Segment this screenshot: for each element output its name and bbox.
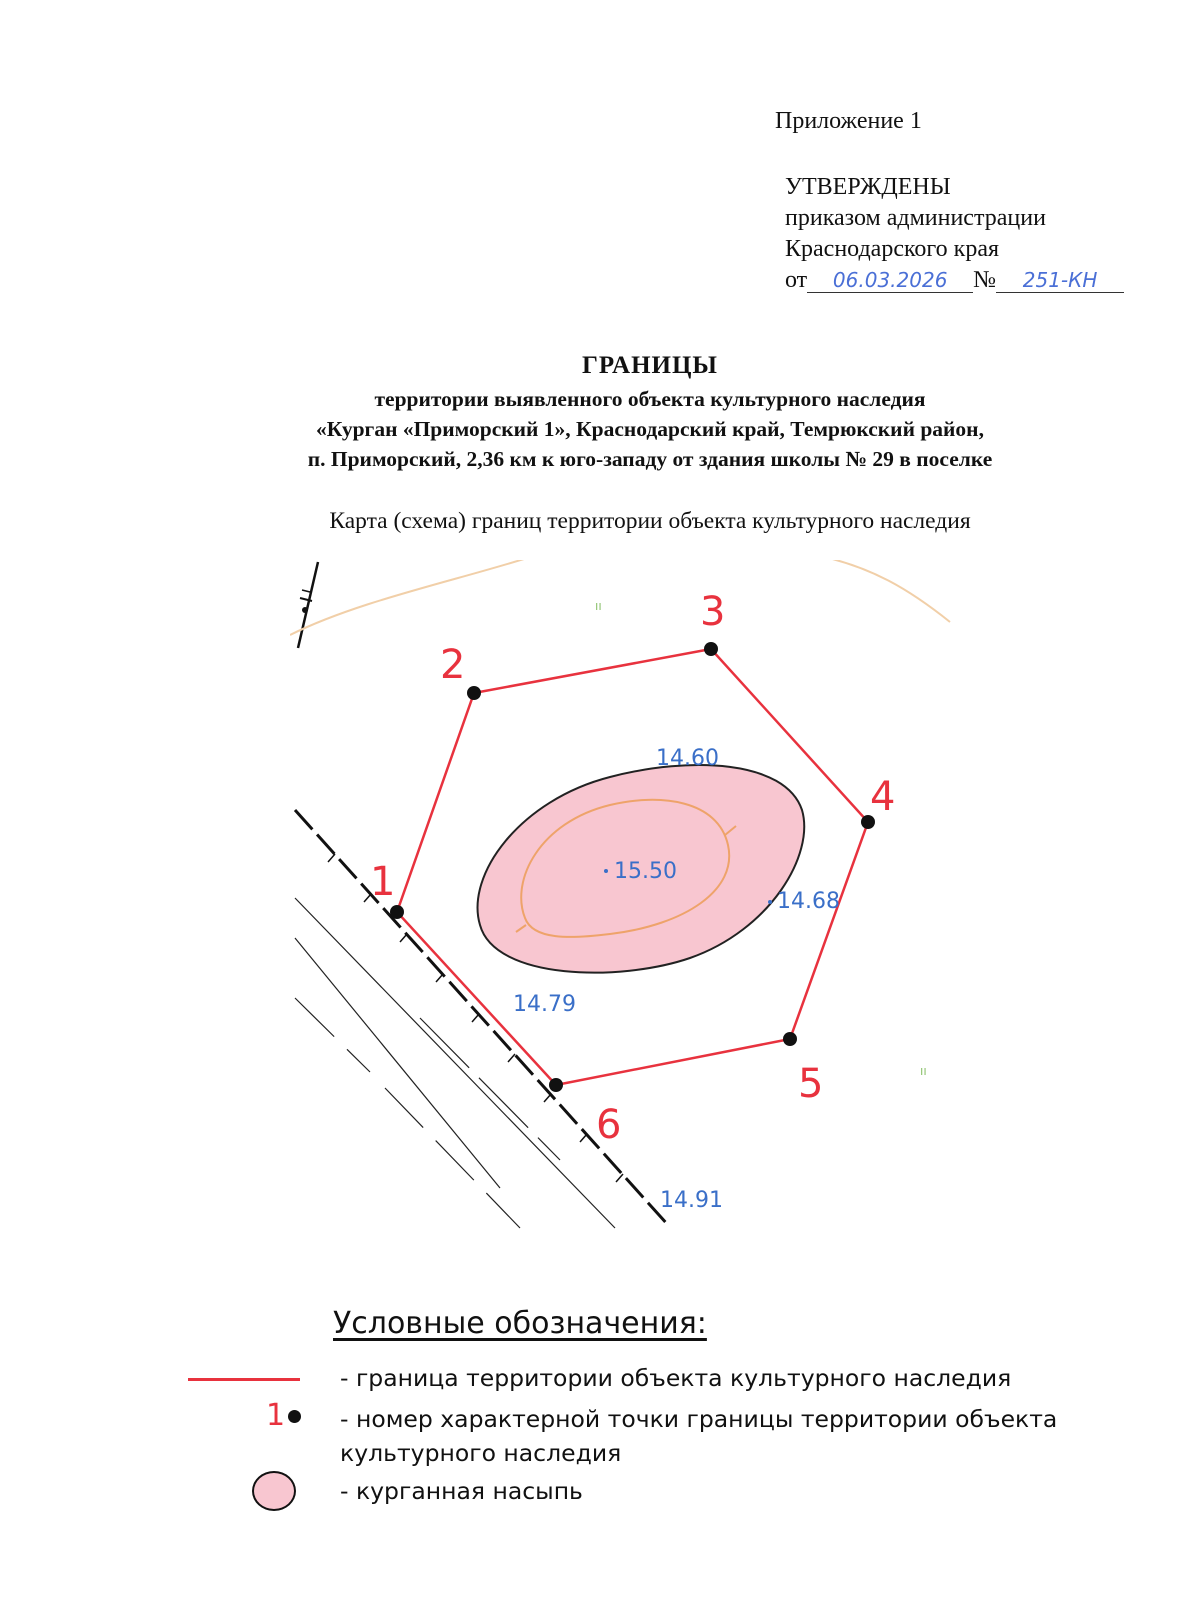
point-label-4: 4 — [870, 774, 896, 820]
elevation-label: 14.91 — [660, 1188, 723, 1213]
legend-title: Условные обозначения: — [333, 1306, 707, 1341]
title-line-3: п. Приморский, 2,36 км к юго-западу от здания школы № 29 в поселке — [307, 447, 993, 471]
approval-date-row — [785, 265, 1124, 296]
number-prefix: № — [973, 267, 997, 293]
point-label-1: 1 — [370, 859, 396, 905]
boundary-point-icon — [288, 1410, 301, 1423]
grass-marker: ıı — [920, 1064, 927, 1078]
boundary-point-icon — [704, 642, 718, 656]
boundary-point-icon — [549, 1078, 563, 1092]
terrain-line-left — [290, 560, 540, 635]
elevation-label: 15.50 — [614, 859, 677, 884]
handwritten-date: 06.03.2026 — [807, 268, 973, 293]
elevation-label: 14.79 — [513, 992, 576, 1017]
point-label-5: 5 — [798, 1061, 824, 1107]
date-prefix: от — [785, 267, 808, 293]
approval-line-1: приказом администрации — [785, 205, 1046, 231]
elevation-dot — [768, 900, 772, 904]
legend-mound-text: - курганная насыпь — [340, 1477, 583, 1505]
document-title: ГРАНИЦЫ — [582, 352, 718, 379]
map-caption: Карта (схема) границ территории объекта культурного наследия — [329, 508, 971, 534]
boundary-point-icon — [467, 686, 481, 700]
approval-title: УТВЕРЖДЕНЫ — [785, 174, 951, 200]
elevation-label: 14.68 — [777, 889, 840, 914]
point-label-6: 6 — [596, 1102, 622, 1148]
elevation-dot — [604, 869, 608, 873]
boundary-map — [290, 560, 990, 1260]
handwritten-number: 251-КН — [996, 268, 1124, 293]
elevation-label: 14.60 — [656, 746, 719, 771]
legend-boundary-text: - граница территории объекта культурного наследия — [340, 1364, 1012, 1392]
title-line-1: территории выявленного объекта культурного наследия — [374, 387, 926, 411]
legend-point-text: - номер характерной точки границы территории объекта культурного наследия — [340, 1405, 1058, 1467]
approval-line-2: Краснодарского края — [785, 236, 1000, 262]
boundary-point-icon — [390, 905, 404, 919]
legend-mound-swatch — [252, 1471, 296, 1511]
approval-stamp — [785, 172, 1124, 296]
point-label-2: 2 — [440, 642, 466, 688]
grass-marker: ıı — [595, 599, 602, 613]
appendix-label: Приложение 1 — [775, 108, 922, 134]
title-line-2: «Курган «Приморский 1», Краснодарский край, Темрюкский район, — [316, 417, 984, 441]
point-label-3: 3 — [700, 589, 726, 635]
terrain-line-right — [810, 560, 950, 622]
legend-point-number: 1 — [266, 1398, 286, 1433]
north-arrow-icon — [298, 562, 318, 648]
legend-boundary-swatch — [188, 1378, 300, 1381]
document-title-block — [120, 352, 1180, 474]
legend-point-swatch — [266, 1398, 301, 1433]
boundary-point-icon — [783, 1032, 797, 1046]
